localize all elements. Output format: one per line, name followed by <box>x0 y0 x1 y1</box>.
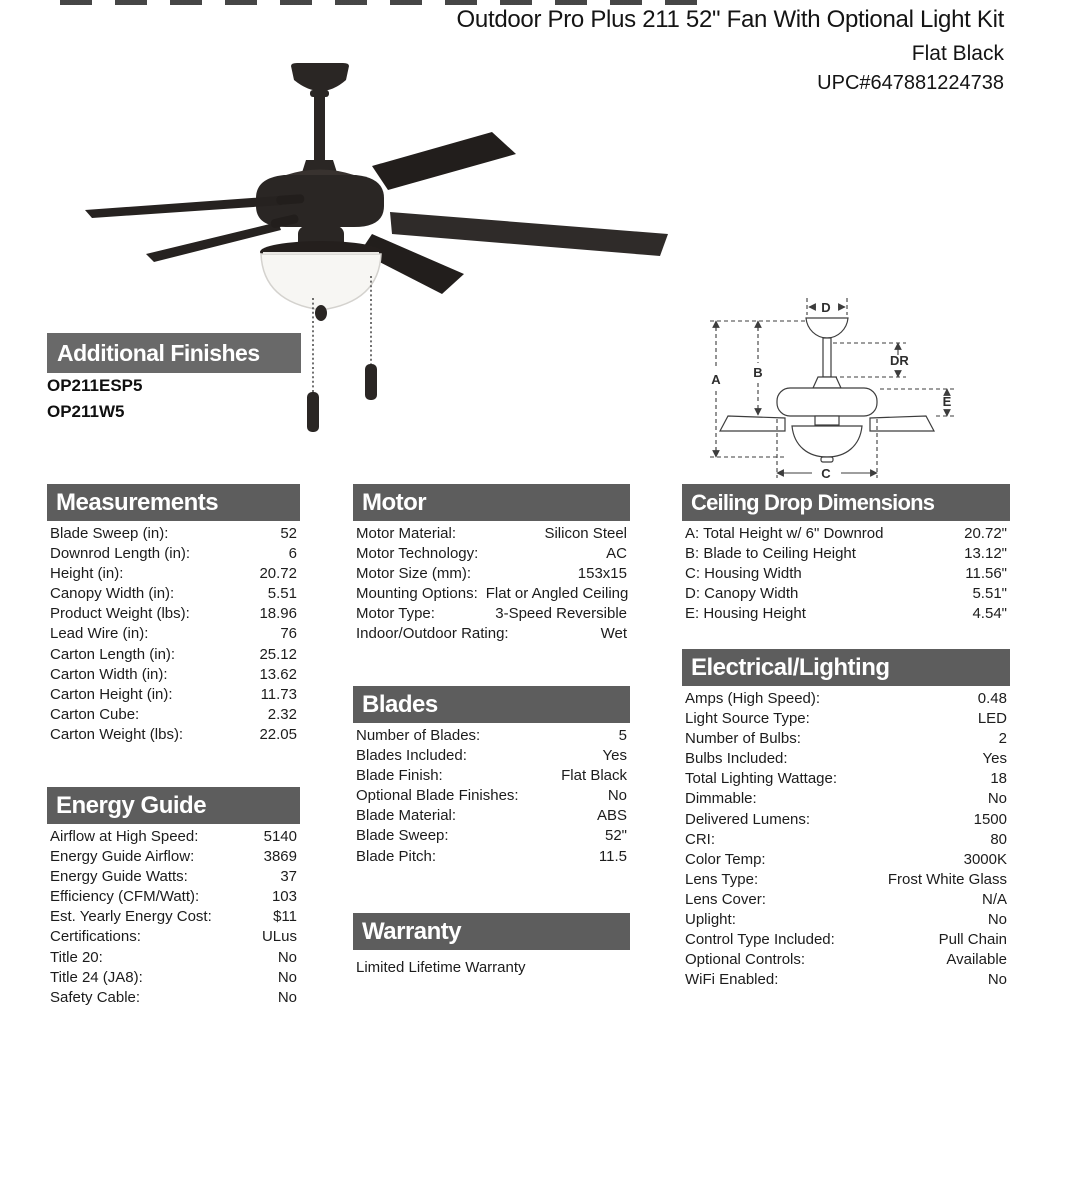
ceiling-drop-header: Ceiling Drop Dimensions <box>682 484 1010 521</box>
spec-value: 80 <box>990 830 1007 848</box>
finish-sku: OP211W5 <box>47 402 125 421</box>
spec-value: 20.72 <box>259 565 297 583</box>
spec-value: Yes <box>982 750 1007 768</box>
spec-value: 2.32 <box>267 705 297 723</box>
spec-row <box>50 665 297 685</box>
spec-value: 11.73 <box>260 685 297 703</box>
blades-section <box>353 686 630 867</box>
spec-value: 0.48 <box>977 690 1007 707</box>
spec-value: 13.62 <box>259 665 297 683</box>
spec-row <box>685 950 1007 970</box>
spec-row <box>356 746 627 766</box>
spec-row <box>50 867 297 887</box>
spec-row <box>685 850 1007 870</box>
electrical-lighting-header: Electrical/Lighting <box>682 649 1010 686</box>
warranty-text: Limited Lifetime Warranty <box>356 959 526 976</box>
spec-label: Motor Size (mm): <box>356 565 472 583</box>
spec-row <box>356 847 627 867</box>
spec-value: No <box>987 790 1007 808</box>
spec-row <box>50 524 297 544</box>
spec-row <box>685 890 1007 910</box>
spec-value: 22.05 <box>259 725 297 743</box>
spec-label: Certifications: <box>50 928 141 946</box>
spec-value: 5.51 <box>267 585 297 603</box>
spec-label: Safety Cable: <box>50 988 141 1006</box>
spec-row <box>50 847 297 867</box>
spec-label: A: Total Height w/ 6" Downrod <box>685 525 884 542</box>
spec-row <box>50 685 297 705</box>
spec-value: 5140 <box>263 828 297 845</box>
spec-label: Amps (High Speed): <box>685 690 821 707</box>
spec-label: Product Weight (lbs): <box>50 605 190 623</box>
spec-label: Energy Guide Watts: <box>50 868 188 886</box>
motor-rows <box>353 521 630 645</box>
spec-label: Blade Sweep (in): <box>50 525 169 542</box>
blades-rows <box>353 723 630 867</box>
motor-section <box>353 484 630 645</box>
measurements-rows <box>47 521 300 745</box>
spec-value: 103 <box>271 888 297 906</box>
measurements-header: Measurements <box>47 484 300 521</box>
spec-row <box>685 930 1007 950</box>
spec-row <box>50 705 297 725</box>
spec-row <box>50 725 297 745</box>
spec-label: Delivered Lumens: <box>685 810 811 828</box>
spec-label: Lens Type: <box>685 870 759 888</box>
spec-label: Optional Blade Finishes: <box>356 787 519 805</box>
spec-row <box>685 910 1007 930</box>
spec-label: Blades Included: <box>356 747 467 765</box>
spec-row <box>50 564 297 584</box>
spec-value: Pull Chain <box>938 931 1007 949</box>
spec-label: Blade Pitch: <box>356 847 437 865</box>
dim-label-a: A <box>711 372 721 387</box>
page-title: Outdoor Pro Plus 211 52" Fan With Optional Light Kit <box>456 6 1004 33</box>
spec-value: Silicon Steel <box>544 525 627 542</box>
spec-label: D: Canopy Width <box>685 585 799 603</box>
spec-label: Title 24 (JA8): <box>50 968 143 986</box>
spec-label: Carton Length (in): <box>50 645 176 663</box>
spec-row <box>685 749 1007 769</box>
spec-value: 52 <box>280 525 297 542</box>
spec-value: 76 <box>280 625 297 643</box>
upc-code: UPC#647881224738 <box>817 72 1004 94</box>
spec-row <box>50 968 297 988</box>
spec-label: Lens Cover: <box>685 890 766 908</box>
spec-value: 1500 <box>973 810 1007 828</box>
spec-label: Number of Bulbs: <box>685 730 801 748</box>
ceiling-drop-section <box>682 484 1010 624</box>
spec-value: $11 <box>273 908 297 926</box>
spec-label: Number of Blades: <box>356 727 481 744</box>
spec-label: Efficiency (CFM/Watt): <box>50 888 200 906</box>
spec-label: Est. Yearly Energy Cost: <box>50 908 212 926</box>
spec-row <box>356 524 627 544</box>
spec-row <box>356 624 627 644</box>
spec-value: 52" <box>604 827 627 845</box>
spec-row <box>50 584 297 604</box>
spec-value: Yes <box>602 747 627 765</box>
spec-label: Control Type Included: <box>685 931 835 949</box>
spec-row <box>356 564 627 584</box>
spec-label: Airflow at High Speed: <box>50 828 199 845</box>
additional-finishes-header: Additional Finishes <box>47 333 301 373</box>
spec-label: Uplight: <box>685 911 736 929</box>
spec-label: Light Source Type: <box>685 710 810 728</box>
spec-row <box>685 564 1007 584</box>
spec-value: ABS <box>596 807 627 825</box>
finish-sku: OP211ESP5 <box>47 376 143 395</box>
spec-value: Flat Black <box>561 767 627 785</box>
spec-row <box>356 826 627 846</box>
spec-value: 5.51" <box>972 585 1007 603</box>
spec-row <box>356 544 627 564</box>
spec-row <box>685 524 1007 544</box>
spec-value: 3-Speed Reversible <box>495 605 627 623</box>
spec-value: 11.56" <box>965 565 1007 583</box>
blades-header: Blades <box>353 686 630 723</box>
spec-value: No <box>607 787 627 805</box>
spec-row <box>50 827 297 847</box>
spec-row <box>50 927 297 947</box>
spec-row <box>50 887 297 907</box>
spec-label: Carton Height (in): <box>50 685 173 703</box>
spec-row <box>50 624 297 644</box>
dim-label-c: C <box>821 466 831 481</box>
spec-row <box>685 789 1007 809</box>
spec-value: 25.12 <box>259 645 297 663</box>
spec-label: E: Housing Height <box>685 605 806 623</box>
warranty-header: Warranty <box>353 913 630 950</box>
spec-label: Blade Sweep: <box>356 827 449 845</box>
additional-finishes-section <box>47 333 301 425</box>
spec-row <box>685 810 1007 830</box>
spec-row <box>685 729 1007 749</box>
spec-row <box>685 769 1007 789</box>
spec-label: Total Lighting Wattage: <box>685 770 838 788</box>
spec-value: 4.54" <box>972 605 1007 623</box>
spec-label: Height (in): <box>50 565 124 583</box>
spec-value: 3869 <box>263 848 297 866</box>
dim-label-d: D <box>821 300 831 315</box>
spec-value: 18 <box>990 770 1007 788</box>
spec-value: Flat or Angled Ceiling <box>485 585 629 603</box>
spec-row <box>685 544 1007 564</box>
spec-label: Bulbs Included: <box>685 750 788 768</box>
warranty-section <box>353 913 630 976</box>
spec-label: Energy Guide Airflow: <box>50 848 195 866</box>
spec-value: N/A <box>981 890 1007 908</box>
spec-label: Carton Cube: <box>50 705 140 723</box>
spec-label: Blade Material: <box>356 807 457 825</box>
spec-row <box>685 830 1007 850</box>
measurements-section <box>47 484 300 745</box>
spec-label: Motor Technology: <box>356 545 479 563</box>
clipped-text-top <box>60 0 705 5</box>
energy-guide-rows <box>47 824 300 1008</box>
spec-value: 5 <box>618 727 627 744</box>
spec-row <box>685 604 1007 624</box>
spec-label: Canopy Width (in): <box>50 585 175 603</box>
spec-label: Optional Controls: <box>685 951 806 969</box>
spec-value: Available <box>946 951 1007 969</box>
motor-header: Motor <box>353 484 630 521</box>
spec-value: 37 <box>280 868 297 886</box>
spec-label: WiFi Enabled: <box>685 971 779 989</box>
spec-value: No <box>987 971 1007 989</box>
spec-row <box>356 726 627 746</box>
spec-label: Title 20: <box>50 948 103 966</box>
spec-value: 18.96 <box>259 605 297 623</box>
spec-value: ULus <box>261 928 297 946</box>
spec-label: Motor Material: <box>356 525 457 542</box>
spec-value: Wet <box>600 625 627 643</box>
spec-row <box>50 988 297 1008</box>
spec-value: 3000K <box>963 850 1007 868</box>
spec-value: 2 <box>998 730 1007 748</box>
spec-label: Lead Wire (in): <box>50 625 149 643</box>
spec-label: B: Blade to Ceiling Height <box>685 545 856 563</box>
spec-row <box>685 870 1007 890</box>
spec-row <box>50 907 297 927</box>
spec-row <box>356 806 627 826</box>
spec-label: Downrod Length (in): <box>50 545 191 563</box>
dim-label-e: E <box>942 394 952 409</box>
spec-value: Frost White Glass <box>887 870 1007 888</box>
spec-value: AC <box>606 545 627 563</box>
spec-label: Indoor/Outdoor Rating: <box>356 625 509 643</box>
energy-guide-header: Energy Guide <box>47 787 300 824</box>
energy-guide-section <box>47 787 300 1008</box>
spec-row <box>356 584 627 604</box>
spec-row <box>685 689 1007 709</box>
spec-row <box>50 645 297 665</box>
spec-row <box>50 948 297 968</box>
spec-value: 6 <box>288 545 297 563</box>
electrical-lighting-rows <box>682 686 1010 990</box>
spec-row <box>50 544 297 564</box>
spec-row <box>356 786 627 806</box>
spec-value: 13.12" <box>964 545 1007 563</box>
spec-value: 153x15 <box>577 565 627 583</box>
spec-value: No <box>277 968 297 986</box>
spec-value: 20.72" <box>964 525 1007 542</box>
dim-label-dr: DR <box>890 353 909 368</box>
spec-row <box>50 604 297 624</box>
spec-label: Mounting Options: <box>356 585 478 603</box>
spec-value: LED <box>977 710 1007 728</box>
spec-row <box>356 766 627 786</box>
spec-label: Blade Finish: <box>356 767 443 785</box>
spec-label: Carton Width (in): <box>50 665 168 683</box>
dim-label-b: B <box>753 365 763 380</box>
spec-label: CRI: <box>685 830 715 848</box>
spec-value: No <box>277 948 297 966</box>
spec-label: Dimmable: <box>685 790 757 808</box>
spec-row <box>685 584 1007 604</box>
ceiling-drop-rows <box>682 521 1010 624</box>
spec-label: Motor Type: <box>356 605 435 623</box>
spec-row <box>685 709 1007 729</box>
spec-row <box>356 604 627 624</box>
spec-value: No <box>277 988 297 1006</box>
spec-row <box>685 970 1007 990</box>
electrical-lighting-section <box>682 649 1010 990</box>
spec-label: Color Temp: <box>685 850 766 868</box>
dimension-diagram <box>690 285 1020 485</box>
spec-label: Carton Weight (lbs): <box>50 725 184 743</box>
finish-name: Flat Black <box>911 42 1004 65</box>
spec-label: C: Housing Width <box>685 565 802 583</box>
spec-value: 11.5 <box>598 847 627 865</box>
spec-value: No <box>987 911 1007 929</box>
